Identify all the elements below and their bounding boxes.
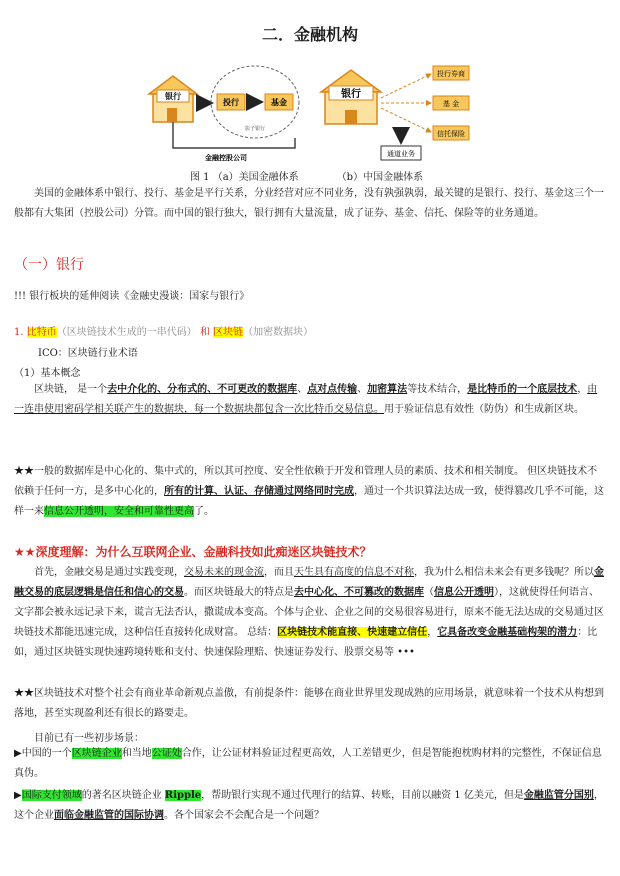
scenes-intro: 目前已有一些初步场景：: [34, 733, 144, 744]
note-bitcoin: （区块链技术生成的一串代码）: [56, 327, 197, 338]
scene1-paragraph: ▶中国的一个区块链企业和当地公证处合作，让公证材料验证过程更高效，人工差错更少，但是智能抱枕购材料的完整性，不保证信息真伪。: [14, 748, 602, 779]
centralized-paragraph: ★★一般的数据库是中心化的、集中式的，所以其可控度、安全性依赖于开发和管理人员的素质、技术和相关制度。 但区块链技术不依赖于任何一方，是多中心化的，所有的计算、认证、存储通过网络同时完成，通过一个共识算法达成一致，使得篡改几乎不可能，这样一来信息公开透明，安全和可靠性更高了。: [14, 466, 604, 517]
holding-company-label: 金融控股公司: [205, 154, 247, 162]
premise-paragraph: ★★区块链技术对整个社会有商业革命新观点盖傲，有前提条件：能够在商业世界里发现成熟的应用场景，就意味着一个技术从构想到落地，甚至实现盈利还有很长的路要走。: [14, 688, 604, 719]
section-heading-bank: （一）银行: [14, 257, 84, 273]
caption-a: 图 1 （a）美国金融体系: [190, 172, 299, 183]
item1-and: 和: [199, 327, 210, 338]
reading-note: !!! 银行板块的延伸阅读《金融史漫谈：国家与银行》: [14, 291, 250, 302]
page-title: 二．金融机构: [261, 25, 358, 44]
deep-paragraph: 首先，金融交易是通过实践变现，交易未来的现金流，而且天生具有高度的信息不对称，我为什么相信未来会有更多钱呢？所以金融交易的底层逻辑是信任和信心的交易。而区块链最大的特点是去中心化、不可篡改的数据库（信息公开透明），这就使得任何语言、文字都会被永远记录下来，谎言无法否认，撒谎成本变高。个体与企业、企业之间的交易很容易进行，原来不能无法达成的交易通过区块链技术都能迅速完成，这种信任直接转化成财富。 总结：区块链技术能直接、快速建立信任，它具备改变金融基础构架的潜力：比如，通过区块链实现快速跨境转账和支付、快速保险理赔、快速证券发行、股票交易等 •••: [14, 567, 604, 658]
deep-understanding-heading: ★★深度理解：为什么互联网企业、金融科技如此痴迷区块链技术？: [14, 545, 372, 559]
cn-bank-label: 银行: [341, 89, 361, 100]
shadow-bank-label: 影子银行: [244, 126, 266, 132]
term-bitcoin: 比特币: [26, 327, 57, 338]
caption-b: （b）中国金融体系: [336, 172, 424, 183]
us-fund-label: 基金: [271, 98, 287, 107]
figure-caption: [190, 168, 461, 183]
trust-label: 信托保险: [437, 130, 465, 138]
item1-heading: [14, 323, 313, 338]
channel-label: 通道业务: [387, 150, 415, 158]
concept-paragraph: 区块链， 是一个去中介化的、分布式的、不可更改的数据库、点对点传输、加密算法等技术结合，是比特币的一个底层技术，由一连串使用密码学相关联产生的数据块，每一个数据块都包含一次比特币交易信息。用于验证信息有效性（防伪）和生成新区块。: [14, 384, 598, 415]
securities-label: 投行券商: [437, 70, 465, 78]
intro-paragraph: 美国的金融体系中银行、投行、基金是平行关系，分业经营对应不同业务，没有孰强孰弱，最关键的是银行、投行、基金这三个一般都有大集团（控股公司）分管。而中国的银行独大，银行拥有大量流量，成了证券、基金、信托、保险等的业务通道。: [14, 188, 604, 219]
ico-line: ICO：区块链行业术语: [38, 348, 138, 359]
financial-system-diagram: [145, 58, 475, 166]
basic-concept-heading: （1）基本概念: [14, 368, 81, 379]
scene2-paragraph: ▶国际支付领域的著名区块链企业 Ripple，帮助银行实现不通过代理行的结算、转账，目前以融资 1 亿美元，但是金融监管分国别，这个企业面临金融监管的国际协调。各个国家会不会配合是一个问题？: [14, 790, 604, 821]
note-blockchain: （加密数据块）: [243, 327, 314, 338]
term-blockchain: 区块链: [213, 327, 244, 338]
cn-fund-label: 基 金: [442, 100, 460, 108]
item1-num: 1.: [14, 327, 24, 338]
us-bank-label: 银行: [165, 92, 181, 101]
us-invest-label: 投行: [223, 98, 239, 107]
